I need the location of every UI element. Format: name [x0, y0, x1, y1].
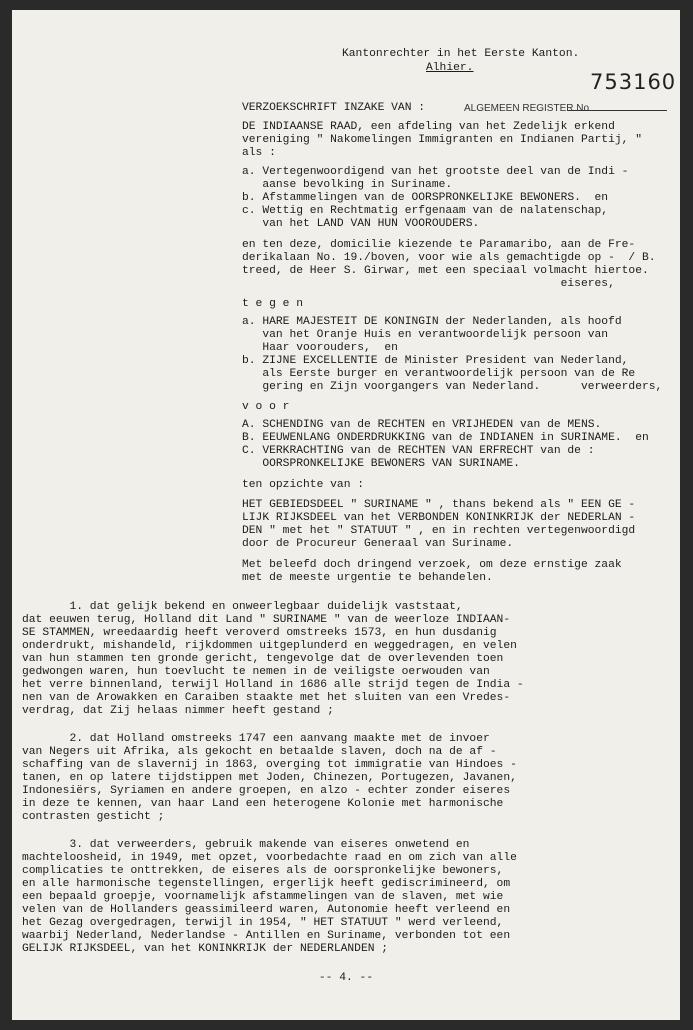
- text-line: nen van de Arowakken en Caraiben staakte met het sluiten van een Vredes-: [22, 692, 511, 704]
- text-line: het verre binnenland, terwijl Holland in 1686 alle strijd tegen de India -: [22, 679, 524, 691]
- list-item: b. ZIJNE EXCELLENTIE de Minister President van Nederland,: [242, 355, 629, 367]
- list-item: c. Wettig en Rechtmatig erfgenaam van de nalatenschap,: [242, 205, 609, 217]
- text-line: van hun stammen ten gronde gericht, tengevolge dat de overlevenden toen: [22, 653, 504, 665]
- register-number-stamp: 753160: [590, 70, 677, 94]
- text-line: DE INDIAANSE RAAD, een afdeling van het Zedelijk erkend: [242, 121, 615, 133]
- text-line: verdrag, dat Zij helaas nimmer heeft gestand ;: [22, 705, 334, 717]
- addressee-location: Alhier.: [426, 62, 474, 74]
- document-title: VERZOEKSCHRIFT INZAKE VAN :: [242, 102, 426, 114]
- text-line: en alle harmonische tegenstellingen, ergerlijk heeft gediscrimineerd, om: [22, 878, 511, 890]
- list-item: A. SCHENDING van de RECHTEN en VRIJHEDEN van de MENS.: [242, 419, 602, 431]
- list-item: OORSPRONKELIJKE BEWONERS VAN SURINAME.: [242, 458, 520, 470]
- section-tegen: t e g e n: [242, 298, 304, 310]
- text-line: Met beleefd doch dringend verzoek, om deze ernstige zaak: [242, 559, 622, 571]
- text-line: onderdrukt, mishandeld, rijkdommen uitgeplunderd en weggedragen, en velen: [22, 640, 517, 652]
- text-line: 2. dat Holland omstreeks 1747 een aanvang maakte met de invoer: [22, 733, 490, 745]
- list-item: a. HARE MAJESTEIT DE KONINGIN der Nederlanden, als hoofd: [242, 316, 622, 328]
- text-line: een bepaald groepje, voornamelijk afstammelingen van de slaven, met wie: [22, 891, 504, 903]
- text-line: vereniging " Nakomelingen Immigranten en Indianen Partij, ": [242, 134, 642, 146]
- section-voor: v o o r: [242, 401, 290, 413]
- text-line: in deze te kennen, van haar Land een heterogene Kolonie met harmonische: [22, 798, 504, 810]
- register-label-stamp: ALGEMEEN REGISTER No: [464, 103, 590, 114]
- text-line: 1. dat gelijk bekend en onweerlegbaar duidelijk vaststaat,: [22, 601, 463, 613]
- text-line: Indonesiërs, Syriamen en andere groepen, en alzo - echter zonder eiseres: [22, 785, 511, 797]
- register-line: [567, 110, 667, 111]
- list-item: aanse bevolking in Suriname.: [242, 179, 453, 191]
- text-line: schaffing van de slavernij in 1863, overging tot immigratie van Hindoes -: [22, 759, 517, 771]
- text-line: waarbij Nederland, Nederlandse - Antillen en Suriname, verbonden tot een: [22, 930, 511, 942]
- text-line: complicaties te onttrekken, de eiseres als de oorspronkelijke bewoners,: [22, 865, 504, 877]
- text-line: met de meeste urgentie te behandelen.: [242, 572, 493, 584]
- text-line: als :: [242, 147, 276, 159]
- text-line: tanen, en op latere tijdstippen met Joden, Chinezen, Portugezen, Javanen,: [22, 772, 517, 784]
- section-ten-opzichte: ten opzichte van :: [242, 479, 365, 491]
- addressee-line: Kantonrechter in het Eerste Kanton.: [342, 48, 580, 60]
- text-line: LIJK RIJKSDEEL van het VERBONDEN KONINKRIJK der NEDERLAN -: [242, 512, 636, 524]
- text-line: dat eeuwen terug, Holland dit Land " SURINAME " van de weerloze INDIAAN-: [22, 614, 511, 626]
- list-item: b. Afstammelingen van de OORSPRONKELIJKE BEWONERS. en: [242, 192, 609, 204]
- text-line: HET GEBIEDSDEEL " SURINAME " , thans bekend als " EEN GE -: [242, 499, 636, 511]
- list-item: B. EEUWENLANG ONDERDRUKKING van de INDIANEN in SURINAME. en: [242, 432, 649, 444]
- document-page: [12, 10, 680, 1020]
- list-item: a. Vertegenwoordigend van het grootste deel van de Indi -: [242, 166, 629, 178]
- list-item: als Eerste burger en verantwoordelijk persoon van de Re: [242, 368, 636, 380]
- text-line: van Negers uit Afrika, als gekocht en betaalde slaven, doch na de af -: [22, 746, 497, 758]
- text-line: machteloosheid, in 1949, met opzet, voorbedachte raad en om zich van alle: [22, 852, 517, 864]
- page-number: -- 4. --: [318, 972, 374, 984]
- text-line: SE STAMMEN, wreedaardig heeft veroverd omstreeks 1573, en hun dusdanig: [22, 627, 497, 639]
- text-line: GELIJK RIJKSDEEL, van het KONINKRIJK der NEDERLANDEN ;: [22, 943, 389, 955]
- text-line: treed, de Heer S. Girwar, met een speciaal volmacht hiertoe.: [242, 265, 649, 277]
- text-line: 3. dat verweerders, gebruik makende van eiseres onwetend en: [22, 839, 470, 851]
- text-line: gedwongen waren, hun toevlucht te nemen in de veiligste oerwouden van: [22, 666, 490, 678]
- text-line: DEN " met het " STATUUT " , en in rechten vertegenwoordigd: [242, 525, 636, 537]
- list-item: gering en Zijn voorgangers van Nederland. verweerders,: [242, 381, 663, 393]
- text-line: derikalaan No. 19./boven, voor wie als gemachtigde op - / B.: [242, 252, 656, 264]
- text-line: contrasten gesticht ;: [22, 811, 165, 823]
- text-line: eiseres,: [242, 278, 615, 290]
- list-item: van het Oranje Huis en verantwoordelijk persoon van: [242, 329, 609, 341]
- list-item: Haar voorouders, en: [242, 342, 398, 354]
- text-line: velen van de Hollanders geassimileerd waren, Autonomie heeft verleend en: [22, 904, 511, 916]
- text-line: het Gezag overgedragen, terwijl in 1954, " HET STATUUT " werd verleend,: [22, 917, 504, 929]
- text-line: door de Procureur Generaal van Suriname.: [242, 538, 514, 550]
- list-item: van het LAND VAN HUN VOOROUDERS.: [242, 218, 480, 230]
- list-item: C. VERKRACHTING van de RECHTEN VAN ERFRECHT van de :: [242, 445, 595, 457]
- text-line: en ten deze, domicilie kiezende te Paramaribo, aan de Fre-: [242, 239, 636, 251]
